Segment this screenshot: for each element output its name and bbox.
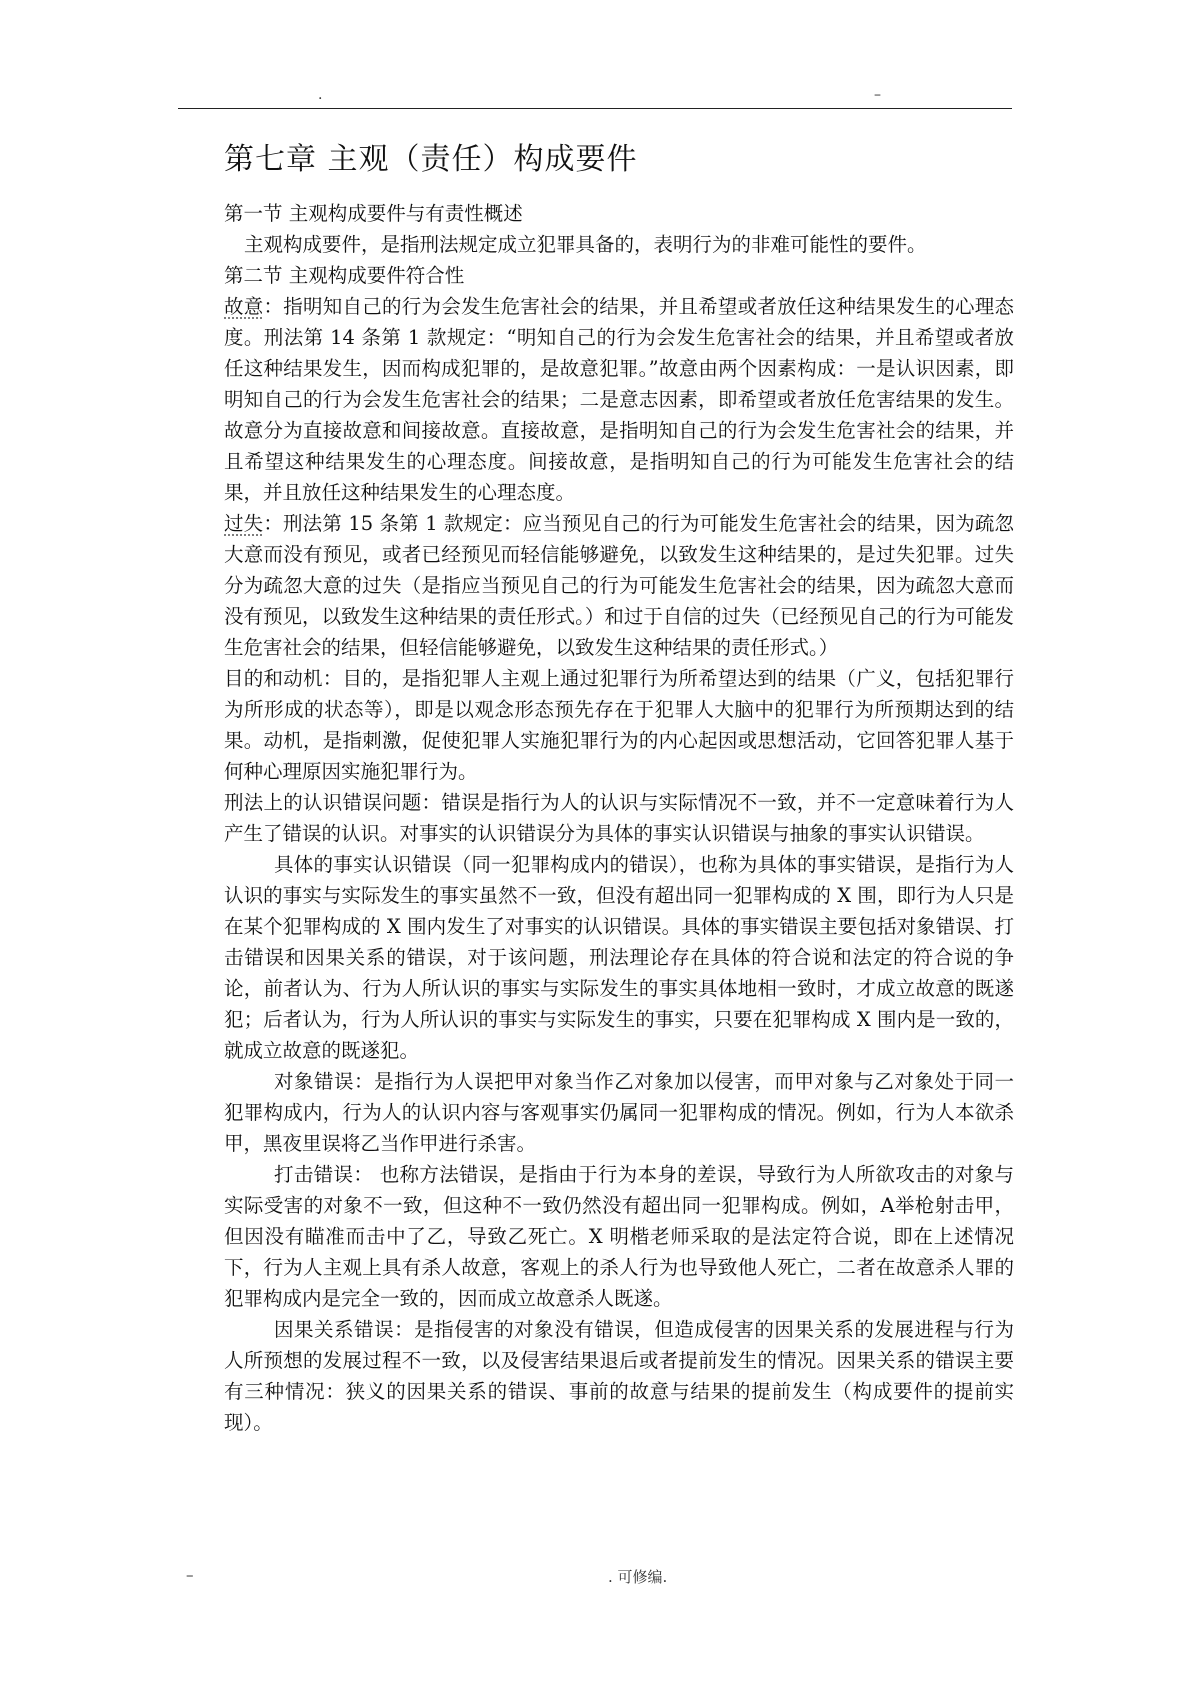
mistake-intro-paragraph: 刑法上的认识错误问题：错误是指行为人的认识与实际情况不一致，并不一定意味着行为人产生了错误的认识。对事实的认识错误分为具体的事实认识错误与抽象的事实认识错误。 xyxy=(224,791,1014,845)
footer-center-text: . 可修编. xyxy=(608,1568,668,1586)
section-1-heading: 第一节 主观构成要件与有责性概述 xyxy=(224,202,523,225)
intent-term: 故意 xyxy=(224,295,264,318)
intent-paragraph xyxy=(224,291,1014,508)
concrete-mistake-paragraph: 具体的事实认识错误（同一犯罪构成内的错误），也称为具体的事实错误，是指行为人认识的事实与实际发生的事实虽然不一致，但没有超出同一犯罪构成的 X 围，即行为人只是在某个犯罪构成的 X 围内发生了对事实的认识错误。具体的事实错误主要包括对象错误、打击错误和因果关系的错误，对于该问题，刑法理论存在具体的符合说和法定的符合说的争论，前者认为、行为人所认识的事实与实际发生的事实具体地相一致时，才成立故意的既遂犯；后者认为，行为人所认识的事实与实际发生的事实，只要在犯罪构成 X 围内是一致的，就成立故意的既遂犯。 xyxy=(224,853,1014,1062)
header-right-mark: – xyxy=(874,87,881,103)
negligence-term: 过失 xyxy=(224,512,264,535)
footer-left-mark: – xyxy=(186,1566,194,1584)
purpose-motive-paragraph: 目的和动机：目的，是指犯罪人主观上通过犯罪行为所希望达到的结果（广义，包括犯罪行为所形成的状态等），即是以观念形态预先存在于犯罪人大脑中的犯罪行为所预期达到的结果。动机，是指刺激，促使犯罪人实施犯罪行为的内心起因或思想活动，它回答犯罪人基于何种心理原因实施犯罪行为。 xyxy=(224,667,1014,783)
section-2-heading: 第二节 主观构成要件符合性 xyxy=(224,264,465,287)
negligence-text: ：刑法第 15 条第 1 款规定：应当预见自己的行为可能发生危害社会的结果，因为疏忽大意而没有预见，或者已经预见而轻信能够避免，以致发生这种结果的，是过失犯罪。过失分为疏忽大意的过失（是指应当预见自己的行为可能发生危害社会的结果，因为疏忽大意而没有预见，以致发生这种结果的责任形式。）和过于自信的过失（已经预见自己的行为可能发生危害社会的结果，但轻信能够避免，以致发生这种结果的责任形式。） xyxy=(224,512,1014,659)
page-footer xyxy=(178,1566,1012,1590)
document-body xyxy=(224,140,1014,1438)
object-mistake-paragraph: 对象错误：是指行为人误把甲对象当作乙对象加以侵害，而甲对象与乙对象处于同一犯罪构成内，行为人的认识内容与客观事实仍属同一犯罪构成的情况。例如，行为人本欲杀甲，黑夜里误将乙当作甲进行杀害。 xyxy=(224,1070,1014,1155)
negligence-paragraph xyxy=(224,508,1014,663)
section-1-text: 主观构成要件，是指刑法规定成立犯罪具备的，表明行为的非难可能性的要件。 xyxy=(244,233,927,256)
page-header xyxy=(178,88,1012,109)
causal-mistake-paragraph: 因果关系错误：是指侵害的对象没有错误，但造成侵害的因果关系的发展进程与行为人所预想的发展过程不一致，以及侵害结果退后或者提前发生的情况。因果关系的错误主要有三种情况：狭义的因果关系的错误、事前的故意与结果的提前发生（构成要件的提前实现）。 xyxy=(224,1318,1014,1434)
chapter-title: 第七章 主观（责任）构成要件 xyxy=(224,142,638,177)
strike-mistake-paragraph: 打击错误： 也称方法错误，是指由于行为本身的差误，导致行为人所欲攻击的对象与实际受害的对象不一致，但这种不一致仍然没有超出同一犯罪构成。例如，A举枪射击甲，但因没有瞄准而击中了乙，导致乙死亡。X 明楷老师采取的是法定符合说，即在上述情况下，行为人主观上具有杀人故意，客观上的杀人行为也导致他人死亡，二者在故意杀人罪的犯罪构成内是完全一致的，因而成立故意杀人既遂。 xyxy=(224,1163,1014,1310)
header-left-mark: . xyxy=(318,87,323,103)
intent-text: ：指明知自己的行为会发生危害社会的结果，并且希望或者放任这种结果发生的心理态度。刑法第 14 条第 1 款规定：“明知自己的行为会发生危害社会的结果，并且希望或者放任这种结果发生，因而构成犯罪的，是故意犯罪。”故意由两个因素构成：一是认识因素，即明知自己的行为会发生危害社会的结果；二是意志因素，即希望或者放任危害结果的发生。故意分为直接故意和间接故意。直接故意，是指明知自己的行为会发生危害社会的结果，并且希望这种结果发生的心理态度。间接故意，是指明知自己的行为可能发生危害社会的结果，并且放任这种结果发生的心理态度。 xyxy=(224,295,1014,504)
